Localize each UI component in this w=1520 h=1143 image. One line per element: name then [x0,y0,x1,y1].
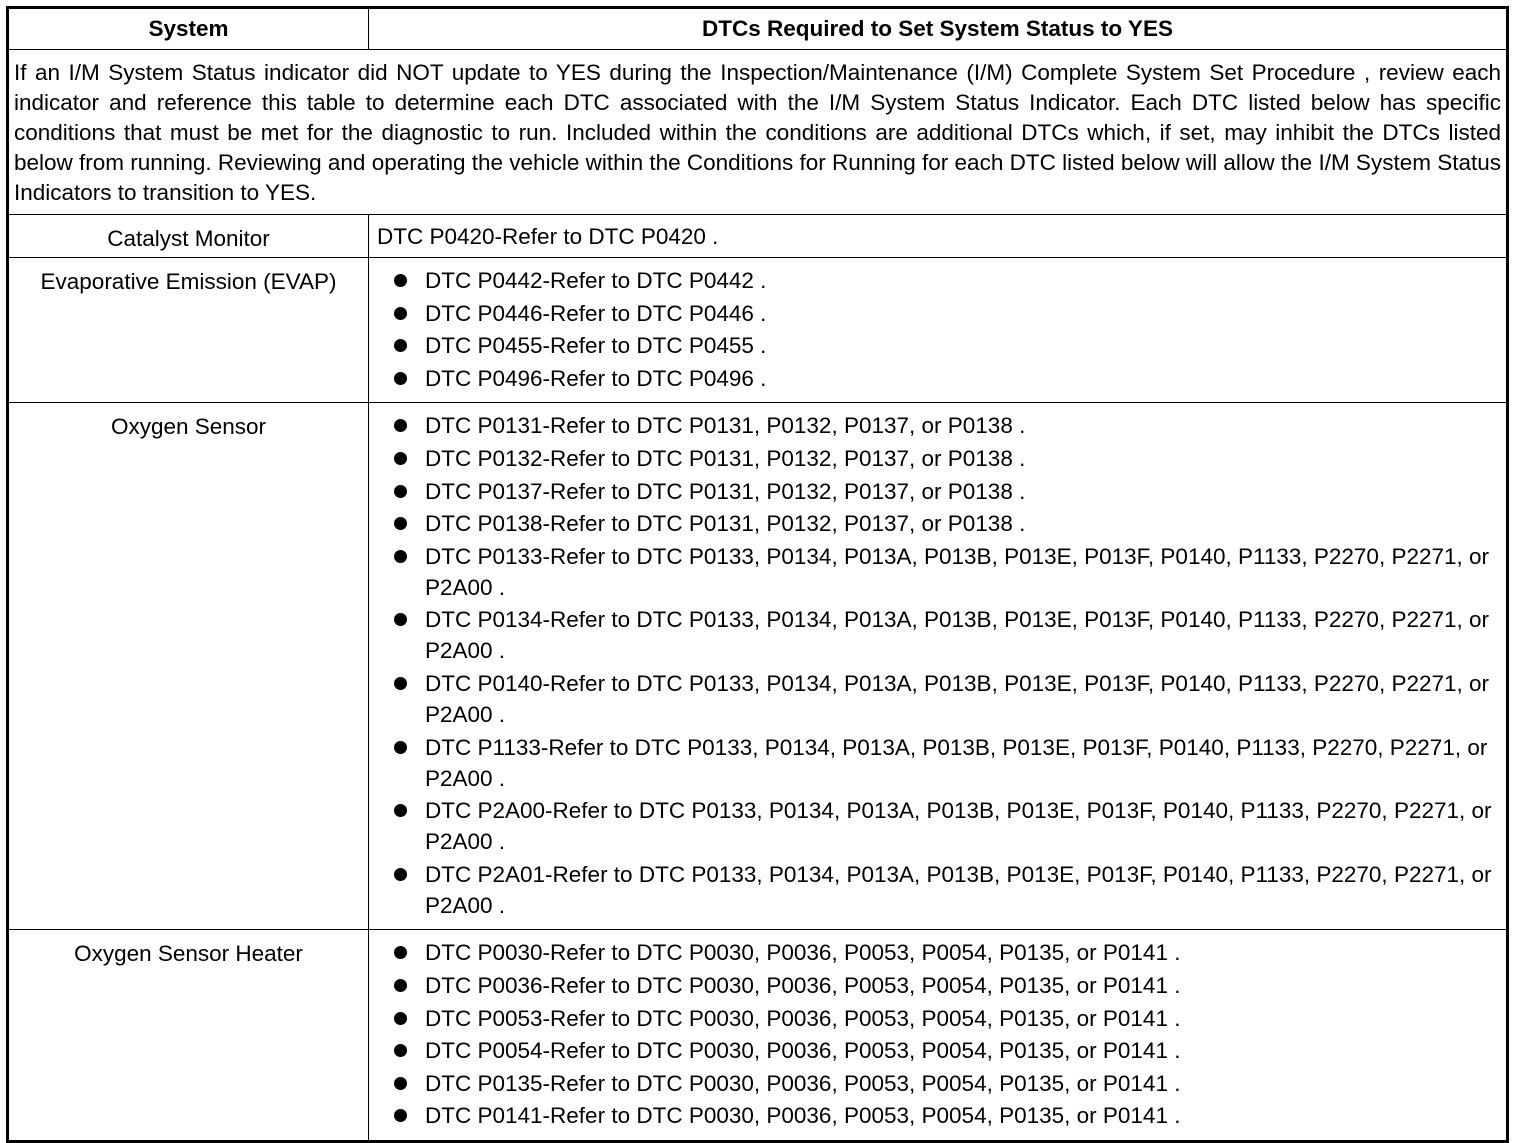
header-dtcs: DTCs Required to Set System Status to YES [369,8,1508,50]
bullet-icon [394,946,407,959]
dtc-item-text: DTC P0134-Refer to DTC P0133, P0134, P013A, P013B, P013E, P013F, P0140, P1133, P2270, P2271, or P2A00 . [425,607,1490,664]
list-item [377,604,1506,666]
bullet-icon [394,372,407,385]
dtc-list [377,410,1506,920]
bullet-icon [394,979,407,992]
list-item [377,410,1506,441]
header-system: System [8,8,369,50]
list-item [377,1003,1506,1034]
list-item [377,330,1506,361]
list-item [377,937,1506,968]
list-item [377,1100,1506,1131]
dtc-table [6,6,1509,1143]
dtc-item-text: DTC P0054-Refer to DTC P0030, P0036, P0053, P0054, P0135, or P0141 . [425,1038,1181,1064]
bullet-icon [394,613,407,626]
bullet-icon [394,517,407,530]
table-row [8,930,1508,1142]
dtc-item-text: DTC P0036-Refer to DTC P0030, P0036, P0053, P0054, P0135, or P0141 . [425,972,1181,998]
bullet-icon [394,485,407,498]
dtc-list-cell [369,403,1508,930]
bullet-icon [394,419,407,432]
bullet-icon [394,452,407,465]
bullet-icon [394,550,407,563]
bullet-icon [394,1044,407,1057]
system-name: Evaporative Emission (EVAP) [8,258,369,403]
bullet-icon [394,677,407,690]
dtc-list-cell [369,258,1508,403]
table-row [8,403,1508,930]
bullet-icon [394,1012,407,1025]
bullet-icon [394,741,407,754]
list-item [377,1035,1506,1066]
bullet-icon [394,307,407,320]
list-item [377,443,1506,474]
intro-row [8,50,1508,215]
system-name: Catalyst Monitor [8,215,369,258]
dtc-item-text: DTC P0135-Refer to DTC P0030, P0036, P0053, P0054, P0135, or P0141 . [425,1070,1181,1096]
dtc-item-text: DTC P2A01-Refer to DTC P0133, P0134, P013A, P013B, P013E, P013F, P0140, P1133, P2270, P2271, or P2A00 . [425,861,1492,918]
dtc-item-text: DTC P1133-Refer to DTC P0133, P0134, P013A, P013B, P013E, P013F, P0140, P1133, P2270, P2271, or P2A00 . [425,734,1488,791]
dtc-item-text: DTC P0137-Refer to DTC P0131, P0132, P0137, or P0138 . [425,478,1026,504]
bullet-icon [394,339,407,352]
dtc-list-cell [369,930,1508,1142]
dtc-item-text: DTC P0446-Refer to DTC P0446 . [425,300,767,326]
list-item [377,363,1506,394]
list-item [377,795,1506,857]
dtc-item-text: DTC P0133-Refer to DTC P0133, P0134, P013A, P013B, P013E, P013F, P0140, P1133, P2270, P2271, or P2A00 . [425,543,1490,600]
list-item [377,732,1506,794]
table-header-row [8,8,1508,50]
table-row [8,258,1508,403]
list-item [377,476,1506,507]
dtc-item-text: DTC P0455-Refer to DTC P0455 . [425,333,767,359]
dtc-item-text: DTC P0140-Refer to DTC P0133, P0134, P013A, P013B, P013E, P013F, P0140, P1133, P2270, P2271, or P2A00 . [425,670,1490,727]
dtc-item-text: DTC P0141-Refer to DTC P0030, P0036, P0053, P0054, P0135, or P0141 . [425,1103,1181,1129]
bullet-icon [394,1109,407,1122]
list-item [377,508,1506,539]
document [6,6,1506,1143]
dtc-item-text: DTC P0442-Refer to DTC P0442 . [425,268,767,293]
bullet-icon [394,868,407,881]
dtc-item-text: DTC P2A00-Refer to DTC P0133, P0134, P013A, P013B, P013E, P013F, P0140, P1133, P2270, P2271, or P2A00 . [425,798,1492,855]
bullet-icon [394,1077,407,1090]
intro-text: If an I/M System Status indicator did NOT update to YES during the Inspection/Maintenance (I/M) Complete System Set Procedure , review each indicator and reference this table to determine each DTC associated with the I/M System Status Indicator. Each DTC listed below has specific conditions that must be met for the diagnostic to run. Included within the conditions are additional DTCs which, if set, may inhibit the DTCs listed below from running. Reviewing and operating the vehicle within the Conditions for Running for each DTC listed below will allow the I/M System Status Indicators to transition to YES. [8,50,1508,215]
list-item [377,298,1506,329]
list-item [377,859,1506,921]
list-item [377,1068,1506,1099]
dtc-list [377,937,1506,1131]
system-name: Oxygen Sensor Heater [8,930,369,1142]
dtc-item-text: DTC P0138-Refer to DTC P0131, P0132, P0137, or P0138 . [425,511,1026,537]
dtc-list [377,265,1506,394]
dtc-item-text: DTC P0030-Refer to DTC P0030, P0036, P0053, P0054, P0135, or P0141 . [425,940,1181,966]
list-item [377,668,1506,730]
dtc-item-text: DTC P0053-Refer to DTC P0030, P0036, P0053, P0054, P0135, or P0141 . [425,1005,1181,1031]
table-row [8,215,1508,258]
list-item [377,970,1506,1001]
bullet-icon [394,804,407,817]
system-name: Oxygen Sensor [8,403,369,930]
bullet-icon [394,274,407,287]
dtc-single: DTC P0420-Refer to DTC P0420 . [369,215,1508,258]
list-item [377,265,1506,296]
dtc-item-text: DTC P0132-Refer to DTC P0131, P0132, P0137, or P0138 . [425,445,1026,471]
dtc-item-text: DTC P0496-Refer to DTC P0496 . [425,365,767,391]
list-item [377,541,1506,603]
dtc-item-text: DTC P0131-Refer to DTC P0131, P0132, P0137, or P0138 . [425,413,1026,439]
